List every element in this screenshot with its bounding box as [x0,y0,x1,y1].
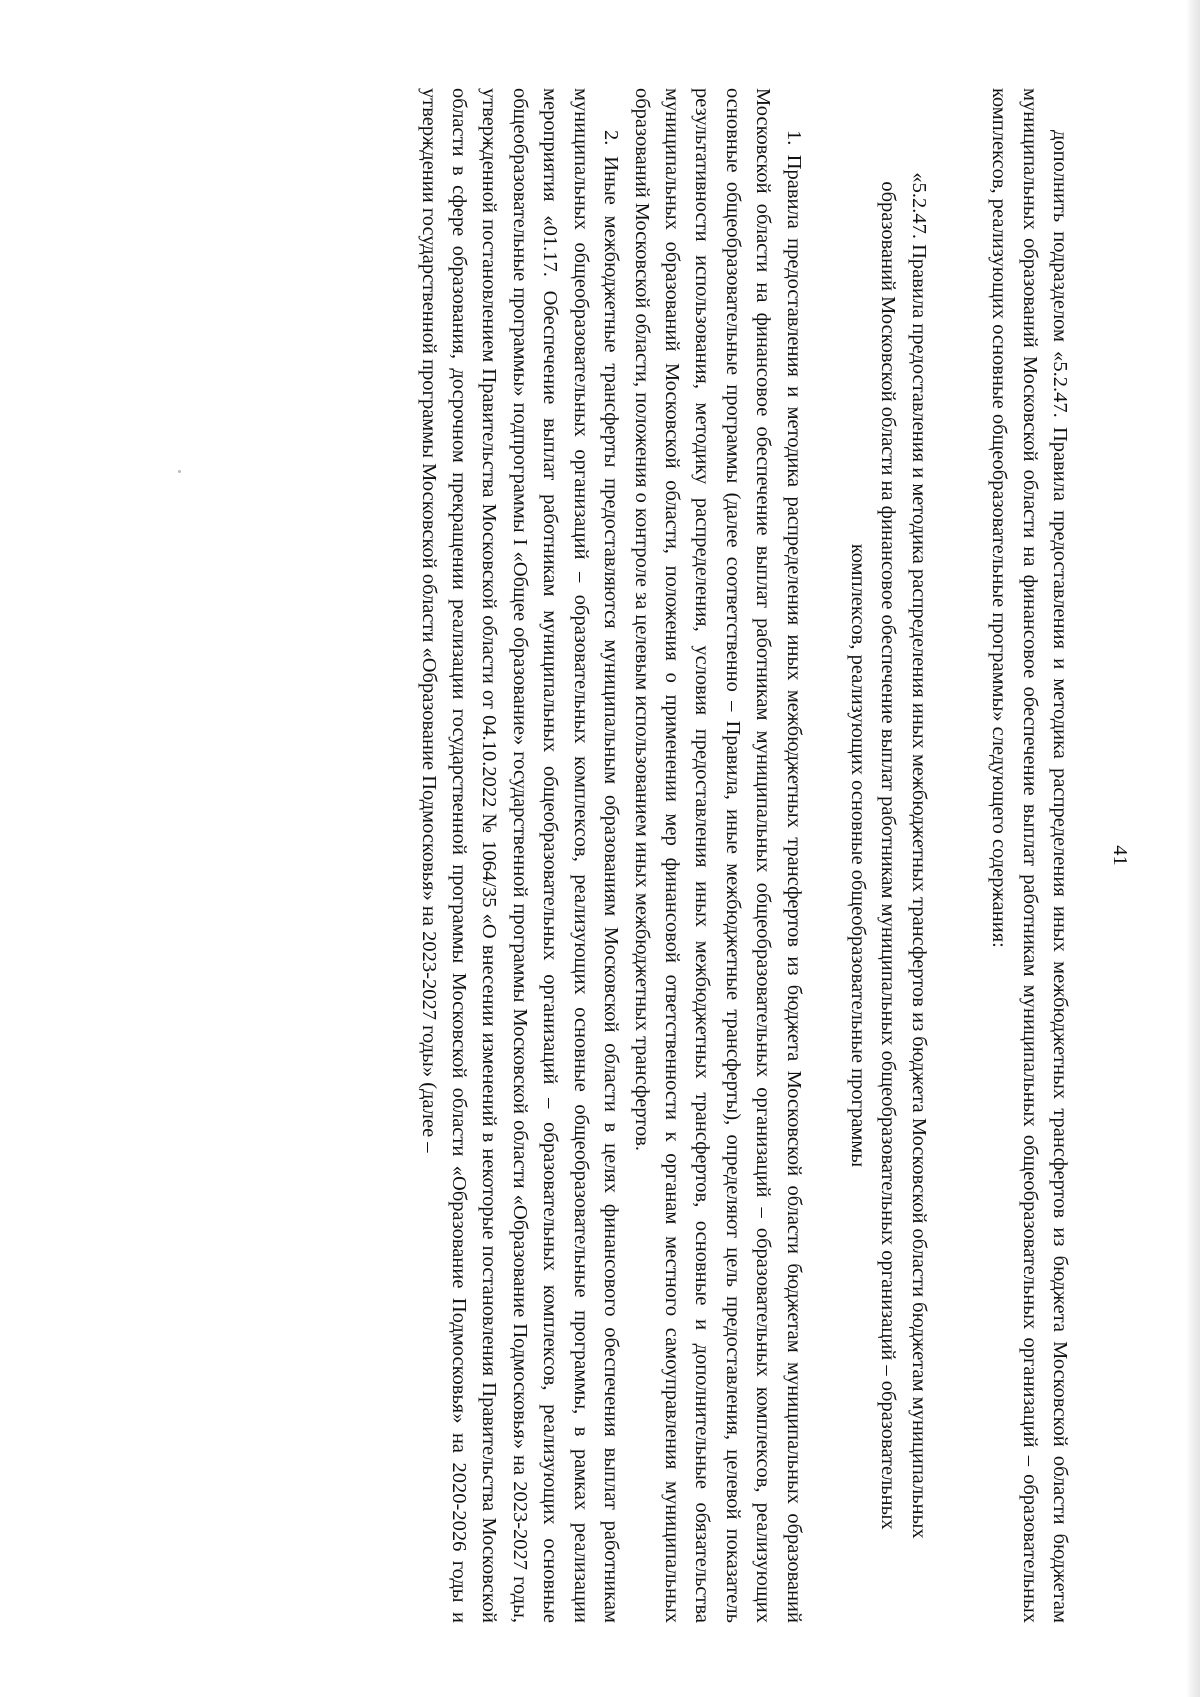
document-body [413,88,1131,1623]
intro-paragraph: дополнить подразделом «5.2.47. Правила предоставления и методика распределения иных межбюджетных трансфертов из бюджета Московской области бюджетам муниципальных образований Московской области на финансовое обеспечение выплат работникам муниципальных общеобразовательных организаций – образовательных комплексов, реализующих основные общеобразовательные программы» следующего содержания: [988,88,1071,1623]
section-heading: «5.2.47. Правила предоставления и методика распределения иных межбюджетных трансфертов из бюджета Московской области бюджетам муниципальных образований Московской области на финансовое обеспечение выплат работникам муниципальных общеобразовательных организаций – образовательных комплексов, реализующих основные общеобразовательные программы [846,172,930,1539]
page-number: 41 [1109,845,1131,866]
paragraph-1: 1. Правила предоставления и методика распределения иных межбюджетных трансфертов из бюджета Московской области бюджетам муниципальных образований Московской области на финансовое обеспечение выплат работникам муниципальных общеобразовательных организаций – образовательных комплексов, реализующих основные общеобразовательные программы (далее соответственно – Правила, иные межбюджетные трансферты), определяют цель предоставления, целевой показатель результативности использования, методику распределения, условия предоставления иных межбюджетных трансфертов, основные и дополнительные обязательства муниципальных образований Московской области, положения о применении мер финансовой ответственности к органам местного самоуправления муниципальных образований Московской области, положения о контроле за целевым использованием иных межбюджетных трансфертов. [630,88,805,1623]
paragraph-2: 2. Иные межбюджетные трансферты предоставляются муниципальным образованиям Московской области в целях финансового обеспечения выплат работникам муниципальных общеобразовательных организаций – образовательных комплексов, реализующих основные общеобразовательные программы, в рамках реализации мероприятия «01.17. Обеспечение выплат работникам муниципальных общеобразовательных организаций – образовательных комплексов, реализующих основные общеобразовательные программы» подпрограммы I «Общее образование» государственной программы Московской области «Образование Подмосковья» на 2023-2027 годы, утвержденной постановлением Правительства Московской области от 04.10.2022 № 1064/35 «О внесении изменений в некоторые постановления Правительства Московской области в сфере образования, досрочном прекращении реализации государственной программы Московской области «Образование Подмосковья» на 2020-2026 годы и утверждении государственной программы Московской области «Образование Подмосковья» на 2023-2027 годы» (далее – [417,88,623,1623]
